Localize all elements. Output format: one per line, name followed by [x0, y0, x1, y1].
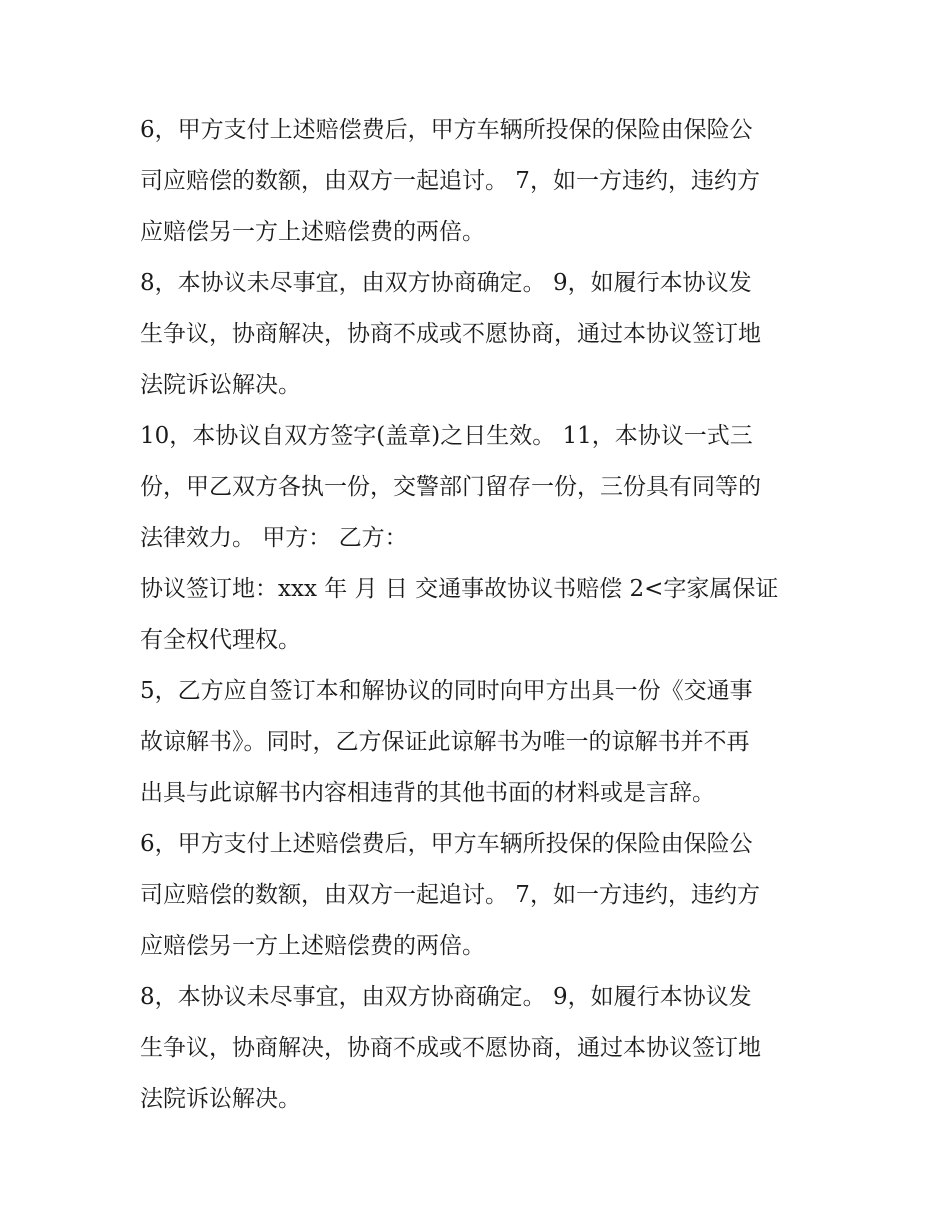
text-line-16: 司应赔偿的数额，由双方一起追讨。 7，如一方违约，违约方 — [140, 882, 760, 908]
text-line-7: 10，本协议自双方签字(盖章)之日生效。 11，本协议一式三 — [140, 423, 753, 449]
text-line-6: 法院诉讼解决。 — [140, 372, 301, 398]
text-line-14: 出具与此谅解书内容相违背的其他书面的材料或是言辞。 — [140, 780, 715, 806]
text-line-18: 8，本协议未尽事宜，由双方协商确定。 9，如履行本协议发 — [140, 984, 752, 1010]
text-line-3: 应赔偿另一方上述赔偿费的两倍。 — [140, 219, 485, 245]
text-line-19: 生争议，协商解决，协商不成或不愿协商，通过本协议签订地 — [140, 1035, 761, 1061]
text-line-5: 生争议，协商解决，协商不成或不愿协商，通过本协议签订地 — [140, 321, 761, 347]
text-line-17: 应赔偿另一方上述赔偿费的两倍。 — [140, 933, 485, 959]
document-body — [140, 105, 815, 1125]
text-line-10: 协议签订地：xxx 年 月 日 交通事故协议书赔偿 2<字家属保证 — [140, 576, 779, 602]
text-line-15: 6，甲方支付上述赔偿费后，甲方车辆所投保的保险由保险公 — [140, 831, 753, 857]
text-line-4: 8，本协议未尽事宜，由双方协商确定。 9，如履行本协议发 — [140, 270, 752, 296]
text-line-12: 5，乙方应自签订本和解协议的同时向甲方出具一份《交通事 — [140, 678, 753, 704]
text-line-13: 故谅解书》。同时，乙方保证此谅解书为唯一的谅解书并不再 — [140, 729, 750, 755]
text-line-1: 6，甲方支付上述赔偿费后，甲方车辆所投保的保险由保险公 — [140, 117, 753, 143]
text-line-2: 司应赔偿的数额，由双方一起追讨。 7，如一方违约，违约方 — [140, 168, 760, 194]
text-line-11: 有全权代理权。 — [140, 627, 301, 653]
text-line-8: 份，甲乙双方各执一份，交警部门留存一份，三份具有同等的 — [140, 474, 761, 500]
text-line-9: 法律效力。 甲方： 乙方： — [140, 525, 408, 551]
text-line-20: 法院诉讼解决。 — [140, 1086, 301, 1112]
